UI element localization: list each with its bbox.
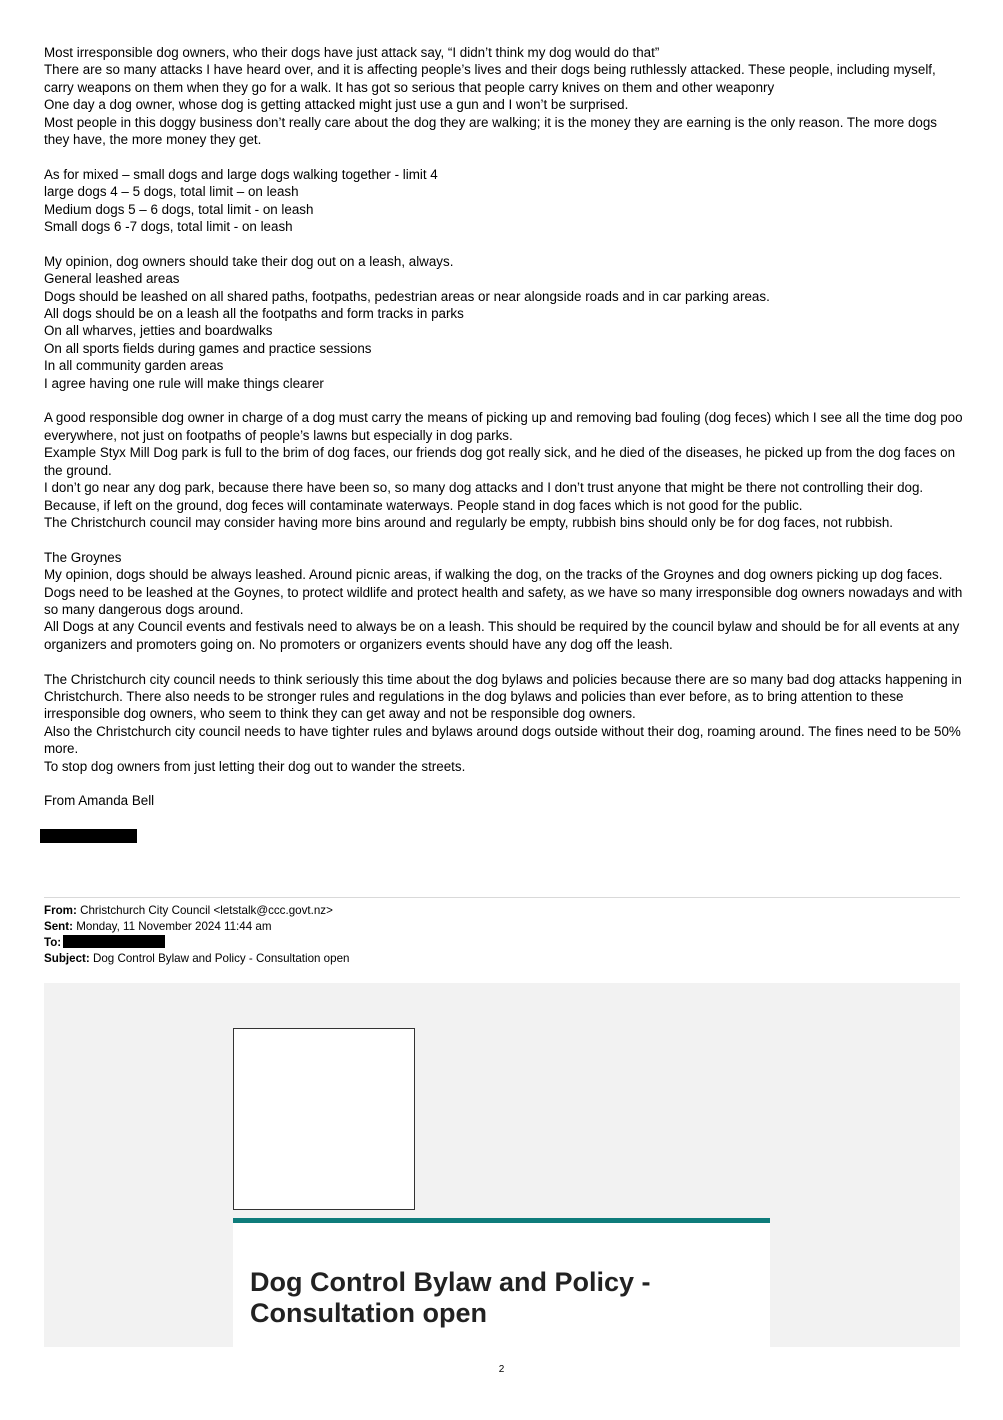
letter-line: Most irresponsible dog owners, who their dogs have just attack say, “I didn’t think my dog would do that” — [44, 45, 660, 60]
to-label: To: — [44, 936, 62, 949]
paragraph-gap — [44, 235, 964, 252]
newsletter-heading: Dog Control Bylaw and Policy - Consultation open — [250, 1267, 651, 1328]
paragraph-gap — [44, 775, 964, 792]
sent-value: Monday, 11 November 2024 11:44 am — [76, 920, 272, 933]
email-subject-row — [44, 951, 960, 967]
letter-line: A good responsible dog owner in charge of a dog must carry the means of picking up and removing bad fouling (dog feces) which I see all the time dog poo everywhere, not just on footpaths of people’s lawns but especially in dog parks. — [44, 410, 963, 443]
paragraph-gap — [44, 148, 964, 165]
subject-value: Dog Control Bylaw and Policy - Consultation open — [92, 952, 350, 965]
subject-label: Subject: — [44, 952, 90, 965]
sent-label: Sent: — [44, 920, 73, 933]
letter-line: One day a dog owner, whose dog is getting attacked might just use a gun and I won’t be surprised. — [44, 97, 629, 113]
letter-line: All dogs should be on a leash all the footpaths and form tracks in parks — [44, 306, 464, 322]
letter-line: Dogs need to be leashed at the Goynes, to protect wildlife and protect health and safety, as we have so many irresponsible dog owners nowadays and with so many dangerous dogs around. — [44, 584, 963, 617]
letter-line: Medium dogs 5 – 6 dogs, total limit - on leash — [44, 201, 314, 217]
signature-line: From Amanda Bell — [44, 793, 155, 809]
letter-line: Dogs should be leashed on all shared paths, footpaths, pedestrian areas or near alongside roads and in car parking areas. — [44, 288, 770, 304]
letter-line: The Christchurch council may consider having more bins around and regularly be empty, rubbish bins should only be for dog faces, not rubbish. — [44, 514, 894, 530]
redaction-block — [40, 829, 137, 843]
from-label: From: — [44, 904, 77, 917]
page-number: 2 — [498, 1364, 505, 1375]
email-separator — [44, 897, 960, 898]
letter-line: I don’t go near any dog park, because there have been so, so many dog attacks and I don’t trust anyone that might be there not controlling their dog. Because, if left on the ground, dog feces will contaminate waterways. People stand in dog faces which is not good for the public. — [44, 480, 924, 513]
letter-line: large dogs 4 – 5 dogs, total limit – on leash — [44, 184, 299, 200]
letter-line: As for mixed – small dogs and large dogs walking together - limit 4 — [44, 166, 438, 182]
letter-line: I agree having one rule will make things clearer — [44, 375, 324, 391]
letter-line: Small dogs 6 -7 dogs, total limit - on leash — [44, 219, 293, 235]
paragraph-gap — [44, 392, 964, 409]
letter-body — [44, 44, 964, 810]
letter-line: In all community garden areas — [44, 358, 224, 374]
letter-line: On all sports fields during games and practice sessions — [44, 340, 372, 356]
paragraph-gap — [44, 531, 964, 548]
newsletter-card — [233, 1223, 770, 1347]
letter-line: Also the Christchurch city council needs to have tighter rules and bylaws around dogs outside without their dog, roaming around. The fines need to be 50% more. — [44, 723, 961, 757]
redaction-block — [63, 935, 165, 948]
letter-line: Example Styx Mill Dog park is full to the brim of dog faces, our friends dog got really sick, and he died of the diseases, he picked up from the dog faces on the ground. — [44, 445, 956, 478]
letter-line: My opinion, dog owners should take their dog out on a leash, always. — [44, 253, 454, 269]
letter-line: The Christchurch city council needs to think seriously this time about the dog bylaws and policies because there are so many bad dog attacks happening in Christchurch. There also needs to be stronger rules and regulations in the dog bylaws and policies than ever before, as to bring attention to these irresponsible dog owners, who seem to think they can get away and not be responsible dog owners. — [44, 671, 962, 722]
email-headers — [44, 903, 960, 967]
letter-line: To stop dog owners from just letting their dog out to wander the streets. — [44, 758, 466, 774]
letter-line: General leashed areas — [44, 271, 180, 287]
letter-line: Most people in this doggy business don’t really care about the dog they are walking; it is the money they are earning is the only reason. The more dogs they have, the more money they get. — [44, 114, 937, 148]
letter-line: There are so many attacks I have heard over, and it is affecting people’s lives and their dogs being ruthlessly attacked. These people, including myself, carry weapons on them when they go for a walk. It has got so serious that people carry knives on them and other weaponry — [44, 62, 936, 95]
letter-line: On all wharves, jetties and boardwalks — [44, 323, 273, 339]
paragraph-gap — [44, 653, 964, 670]
email-to-row — [44, 935, 960, 951]
letter-line: All Dogs at any Council events and festivals need to always be on a leash. This should be required by the council bylaw and should be for all events at any organizers and promoters going on. No promoters or organizers events should have any dog off the leash. — [44, 619, 960, 652]
email-sent-row — [44, 919, 960, 935]
logo-image-placeholder — [233, 1028, 415, 1210]
letter-line: The Groynes — [44, 549, 122, 565]
email-from-row — [44, 903, 960, 919]
letter-line: My opinion, dogs should be always leashed. Around picnic areas, if walking the dog, on the tracks of the Groynes and dog owners picking up dog faces. — [44, 567, 943, 583]
from-value: Christchurch City Council <letstalk@ccc.govt.nz> — [80, 904, 333, 917]
